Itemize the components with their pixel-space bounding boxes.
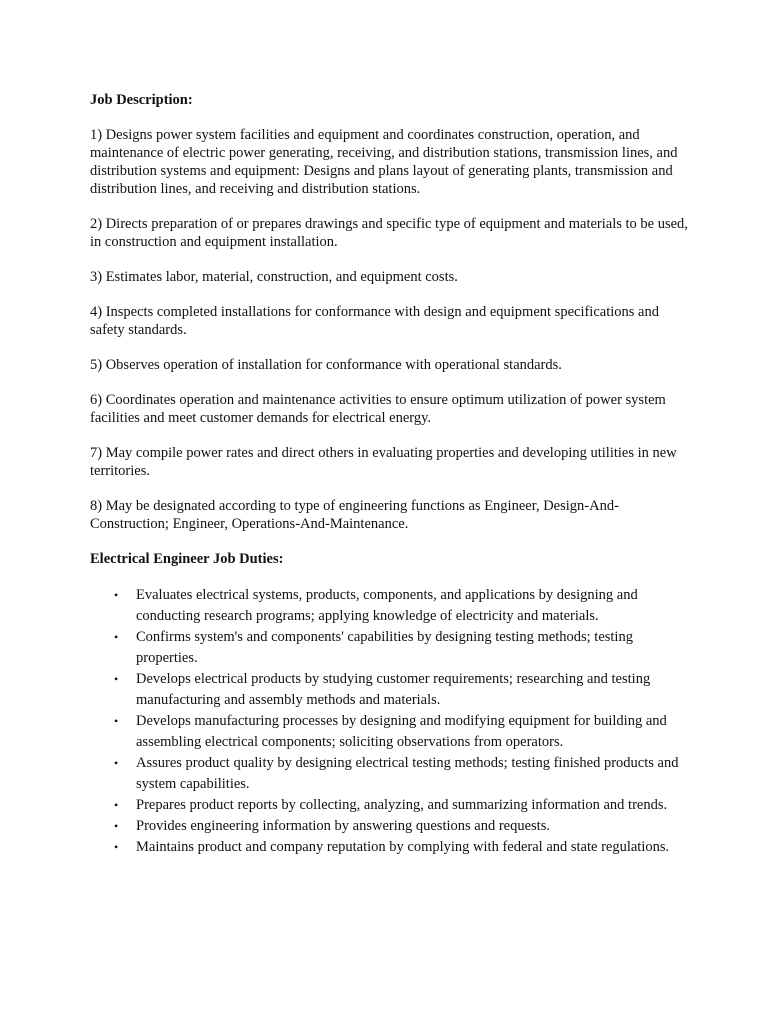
list-item-text: Develops manufacturing processes by designing and modifying equipment for building and assembling electrical components; soliciting observations from operators. xyxy=(136,713,667,750)
paragraph-4: 4) Inspects completed installations for conformance with design and equipment specifications and safety standards. xyxy=(90,304,659,338)
bullet-icon: • xyxy=(114,630,119,644)
list-item xyxy=(90,837,688,858)
list-item-text: Develops electrical products by studying customer requirements; researching and testing manufacturing and assembly methods and materials. xyxy=(136,671,651,708)
bullet-icon: • xyxy=(114,819,119,833)
bullet-icon: • xyxy=(114,714,119,728)
paragraph-2: 2) Directs preparation of or prepares drawings and specific type of equipment and materials to be used, in construction and equipment installation. xyxy=(90,216,688,250)
paragraph-6: 6) Coordinates operation and maintenance activities to ensure optimum utilization of power system facilities and meet customer demands for electrical energy. xyxy=(90,392,666,426)
list-item-text: Evaluates electrical systems, products, components, and applications by designing and conducting research programs; applying knowledge of electricity and materials. xyxy=(136,587,638,624)
bullet-icon: • xyxy=(114,756,119,770)
list-item xyxy=(90,669,688,711)
list-item-text: Assures product quality by designing electrical testing methods; testing finished products and system capabilities. xyxy=(136,755,679,792)
list-item-text: Prepares product reports by collecting, analyzing, and summarizing information and trends. xyxy=(136,797,668,813)
bullet-icon: • xyxy=(114,840,119,854)
bullet-icon: • xyxy=(114,672,119,686)
paragraph-3: 3) Estimates labor, material, construction, and equipment costs. xyxy=(90,269,458,285)
list-item xyxy=(90,711,688,753)
section-title-job-description: Job Description: xyxy=(90,92,193,108)
paragraph-1: 1) Designs power system facilities and equipment and coordinates construction, operation, and maintenance of electric power generating, receiving, and distribution stations, transmission lines, and distribution systems and equipment: Designs and plans layout of generating plants, transmission and distribution lines, and receiving and distribution stations. xyxy=(90,127,678,197)
paragraph-8: 8) May be designated according to type of engineering functions as Engineer, Design-And-Construction; Engineer, Operations-And-Maintenance. xyxy=(90,498,619,532)
list-item xyxy=(90,816,688,837)
list-item xyxy=(90,795,688,816)
list-item-text: Provides engineering information by answering questions and requests. xyxy=(136,818,550,834)
list-item-text: Maintains product and company reputation by complying with federal and state regulations. xyxy=(136,839,670,855)
list-item xyxy=(90,753,688,795)
list-item xyxy=(90,627,688,669)
bullet-icon: • xyxy=(114,798,119,812)
section-title-job-duties: Electrical Engineer Job Duties: xyxy=(90,551,284,567)
paragraph-5: 5) Observes operation of installation for conformance with operational standards. xyxy=(90,357,562,373)
paragraph-7: 7) May compile power rates and direct others in evaluating properties and developing utilities in new territories. xyxy=(90,445,677,479)
duties-list xyxy=(90,585,688,858)
list-item-text: Confirms system's and components' capabilities by designing testing methods; testing properties. xyxy=(136,629,633,666)
bullet-icon: • xyxy=(114,588,119,602)
list-item xyxy=(90,585,688,627)
